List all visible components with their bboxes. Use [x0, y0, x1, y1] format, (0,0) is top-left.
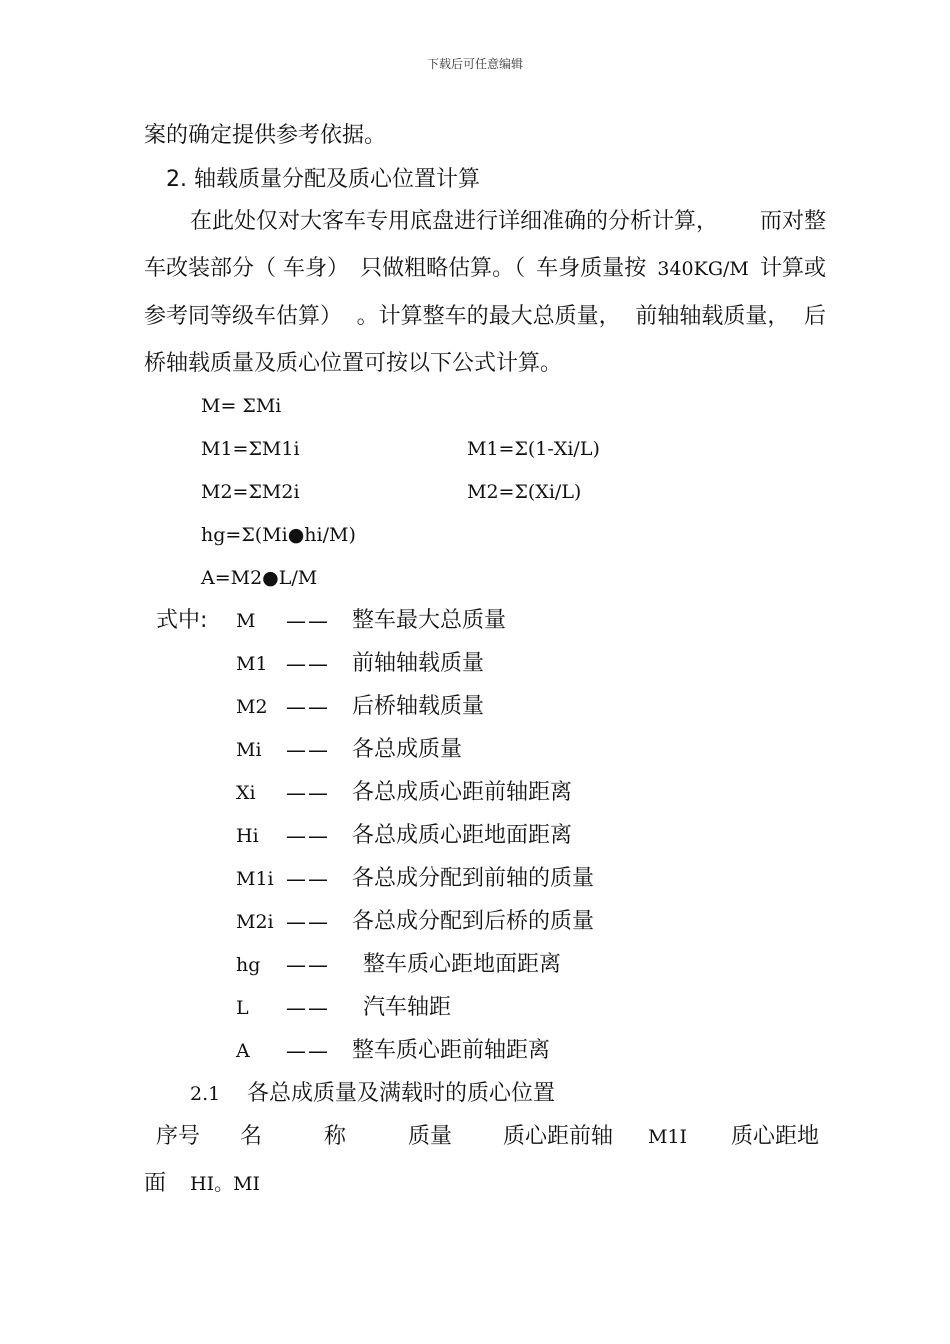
- legend-description: 汽车轴距: [363, 995, 452, 1020]
- table-header-cell: 质量: [408, 1124, 453, 1149]
- legend-dash: ——: [286, 824, 330, 848]
- text-run: 车改装部分（ 车身）: [144, 256, 349, 281]
- text-run: 而对整: [759, 209, 826, 234]
- text-run: 。计算整车的最大总质量，: [356, 304, 621, 329]
- legend-symbol: L: [236, 997, 249, 1019]
- legend-description: 整车质心距地面距离: [363, 952, 562, 977]
- legend-symbol: M1: [236, 653, 268, 675]
- legend-dash: ——: [286, 781, 330, 805]
- table-header-cell: 质心距地: [731, 1124, 820, 1149]
- legend-description: 前轴轴载质量: [352, 651, 485, 676]
- legend-symbol: Hi: [236, 825, 259, 847]
- section-title-2-1: 各总成质量及满载时的质心位置: [247, 1081, 556, 1106]
- formula-rear-axle-sum: M2=ΣM2i: [201, 481, 300, 503]
- text-run: 计算或: [759, 256, 826, 281]
- legend-description: 各总成质心距前轴距离: [352, 780, 573, 805]
- legend-symbol: hg: [236, 954, 261, 976]
- paragraph-line-2: [144, 257, 826, 281]
- section-number-2-1: 2.1: [190, 1083, 221, 1105]
- formula-front-axle-ratio: M1=Σ(1-Xi/L): [467, 438, 600, 460]
- legend-description: 后桥轴载质量: [352, 694, 485, 719]
- table-header-cell: 质心距前轴: [503, 1124, 614, 1149]
- text-run: 前轴轴载质量，: [635, 304, 790, 329]
- section-heading-2: 2. 轴载质量分配及质心位置计算: [166, 167, 480, 192]
- text-run: 只做粗略估算。（: [360, 256, 526, 281]
- legend-dash: ——: [286, 867, 330, 891]
- legend-dash: ——: [286, 910, 330, 934]
- legend-symbol: Mi: [236, 739, 262, 761]
- text-run: 参考同等级车估算）: [144, 304, 343, 329]
- table-header-cell: 名: [240, 1124, 263, 1149]
- legend-dash: ——: [286, 1039, 330, 1063]
- legend-prefix: 式中:: [156, 608, 208, 633]
- page-header: 下载后可任意编辑: [426, 57, 523, 71]
- text-run: 后: [803, 304, 826, 329]
- legend-dash: ——: [286, 609, 330, 633]
- table-header-cell: 序号: [156, 1124, 201, 1149]
- legend-symbol: M: [236, 610, 256, 632]
- legend-symbol: A: [236, 1040, 250, 1062]
- text-run: 车身质量按: [536, 256, 647, 281]
- legend-dash: ——: [286, 953, 330, 977]
- formula-total-mass: M= ΣMi: [201, 395, 282, 417]
- legend-description: 各总成分配到前轴的质量: [352, 866, 595, 891]
- legend-description: 各总成质心距地面距离: [352, 823, 573, 848]
- legend-symbol: M2: [236, 696, 268, 718]
- table-header-cell: M1I: [648, 1126, 688, 1148]
- legend-description: 整车质心距前轴距离: [352, 1038, 551, 1063]
- formula-rear-axle-ratio: M2=Σ(Xi/L): [467, 481, 582, 503]
- legend-description: 整车最大总质量: [352, 608, 507, 633]
- paragraph-continuation: 案的确定提供参考依据。: [144, 123, 387, 148]
- legend-dash: ——: [286, 695, 330, 719]
- paragraph-line-4: 桥轴载质量及质心位置可按以下公式计算。: [144, 351, 563, 376]
- table-header-wrap-a: 面: [144, 1171, 167, 1196]
- table-header-cell: 称: [324, 1124, 347, 1149]
- legend-description: 各总成分配到后桥的质量: [352, 909, 595, 934]
- legend-symbol: Xi: [236, 782, 256, 804]
- legend-dash: ——: [286, 738, 330, 762]
- legend-symbol: M2i: [236, 911, 274, 933]
- text-run: 340KG/M: [657, 258, 749, 280]
- table-header-wrap-b: HI。MI: [190, 1173, 261, 1195]
- text-run: 在此处仅对大客车专用底盘进行详细准确的分析计算，: [190, 209, 719, 234]
- paragraph-line-3: [144, 305, 826, 329]
- paragraph-line-1: [190, 210, 826, 234]
- legend-symbol: M1i: [236, 868, 274, 890]
- legend-dash: ——: [286, 652, 330, 676]
- formula-cg-distance: A=M2●L/M: [201, 567, 318, 589]
- formula-front-axle-sum: M1=ΣM1i: [201, 438, 300, 460]
- formula-cg-height: hg=Σ(Mi●hi/M): [201, 524, 356, 546]
- legend-dash: ——: [286, 996, 330, 1020]
- legend-description: 各总成质量: [352, 737, 463, 762]
